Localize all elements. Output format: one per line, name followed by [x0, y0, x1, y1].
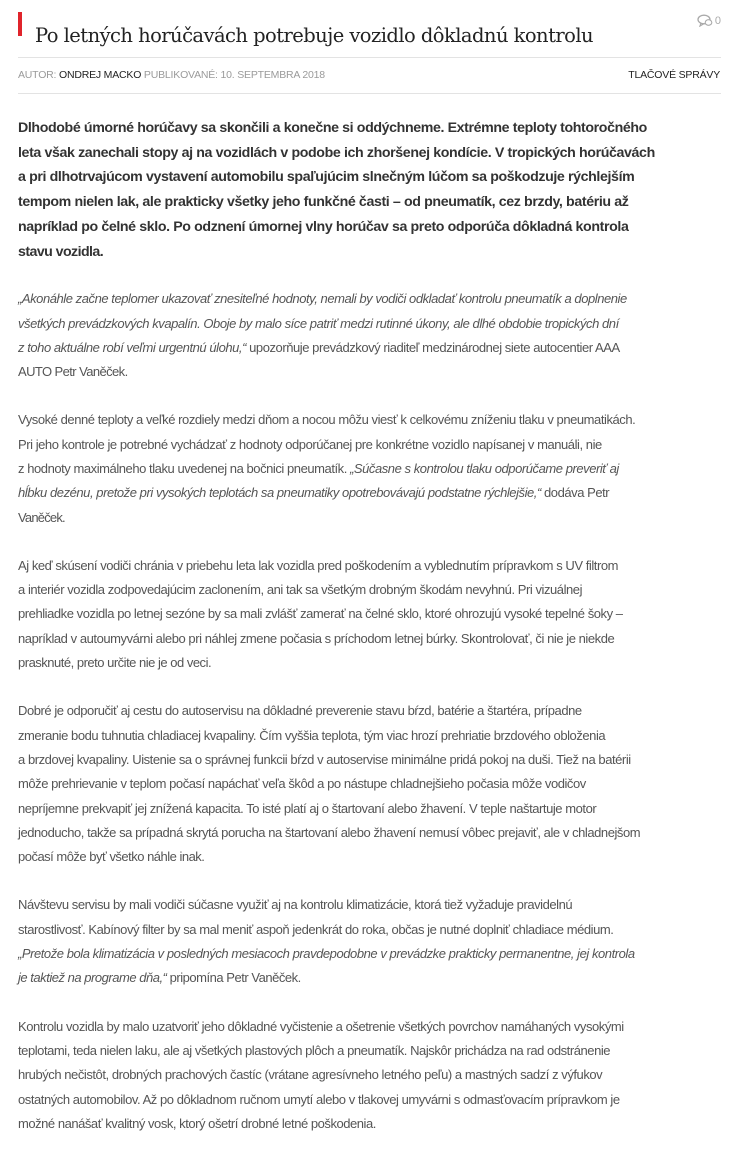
- published-label: PUBLIKOVANÉ:: [143, 69, 218, 81]
- paragraph-line: [18, 481, 721, 505]
- body-text: dodáva Petr: [540, 485, 610, 501]
- author-name-link[interactable]: ONDREJ MACKO: [59, 69, 142, 81]
- paragraph-line: napríklad v autoumyvárni alebo pri náhlej zmene počasia s príchodom letnej búrky. Skontrolovať, či nie je niekde: [18, 630, 615, 646]
- paragraph-line: [18, 942, 721, 966]
- lead-paragraph: [18, 116, 721, 264]
- paragraph-quote-1: [18, 287, 721, 384]
- paragraph-line: a brzdovej kvapaliny. Uistenie sa o správnej funkcii bŕzd v autoservise minimálne pridá pokoj na duši. Tiež na batérii: [18, 751, 631, 767]
- paragraph-line: Vysoké denné teploty a veľké rozdiely medzi dňom a nocou môžu viesť k celkovému zníženiu tlaku v pneumatikách.: [18, 412, 636, 428]
- quote-text: „Súčasne s kontrolou tlaku odporúčame preveriť aj: [350, 461, 619, 476]
- comment-count: 0: [714, 14, 721, 27]
- paragraph-line: počasí môže byť všetko náhle inak.: [18, 849, 205, 865]
- article-meta: [18, 57, 721, 94]
- paragraph-cleaning: [18, 1015, 721, 1136]
- paragraph-line: teplotami, teda nielen laku, ale aj všetkých plastových plôch a pneumatík. Najskôr prichádza na rad odstránenie: [18, 1042, 611, 1058]
- paragraph-line: Dobré je odporučiť aj cestu do autoservisu na dôkladné preverenie stavu bŕzd, batérie a štartéra, prípadne: [18, 703, 582, 719]
- quote-text: „Pretože bola klimatizácia v posledných mesiacoch pravdepodobne v prevádzke prakticky permanentne, jej kontrola: [18, 946, 635, 962]
- paragraph-line: Vaněček.: [18, 509, 65, 525]
- paragraph-line: [18, 312, 721, 336]
- paragraph-line: [18, 966, 721, 990]
- quote-text: „Akonáhle začne teplomer ukazovať znesiteľné hodnoty, nemali by vodiči odkladať kontrolu pneumatík a doplnenie: [18, 291, 627, 307]
- published-date: 10. SEPTEMBRA 2018: [220, 69, 325, 81]
- article-header: [18, 8, 721, 48]
- lead-line: stavu vozidla.: [18, 243, 104, 260]
- paragraph-line: AUTO Petr Vaněček.: [18, 364, 128, 380]
- paragraph-windshield: [18, 554, 721, 675]
- paragraph-line: a interiér vozidla zodpovedajúcim zaclonením, ani tak sa všetkým drobným škodám nevyhnú. Pri vizuálnej: [18, 582, 583, 598]
- paragraph-line: nepríjemne prekvapiť jej znížená kapacita. To isté platí aj o štartovaní alebo žhavení. V teple naštartuje motor: [18, 800, 597, 816]
- paragraph-tire-pressure: [18, 408, 721, 529]
- paragraph-line: starostlivosť. Kabínový filter by sa mal meniť aspoň jedenkrát do roka, občas je nutné doplniť chladiace médium.: [18, 921, 614, 937]
- comment-bubble-icon: [697, 14, 713, 27]
- comments-link[interactable]: [697, 14, 721, 27]
- paragraph-line: možné nanášať kvalitný vosk, ktorý ošetrí drobné letné poškodenia.: [18, 1115, 376, 1131]
- body-text: z hodnoty maximálneho tlaku uvedenej na bočnici pneumatík.: [18, 461, 351, 476]
- lead-line: leta však zanechali stopy aj na vozidlách v podobe ich zhoršenej kondície. V tropických horúčavách: [18, 144, 655, 161]
- paragraph-line: zmeranie bodu tuhnutia chladiacej kvapaliny. Čím vyššia teplota, tým viac hrozí prehriatie brzdového obloženia: [18, 727, 606, 743]
- paragraph-line: jednoducho, takže sa prípadná skrytá porucha na štartovaní alebo žhavení nemusí vôbec prejaviť, ale v chladnejšom: [18, 824, 641, 840]
- title-accent-bar: [18, 12, 22, 36]
- paragraph-line: môže prehrievanie v teplom počasí napáchať veľa škôd a po nástupe chladnejšieho počasia môže vodičov: [18, 776, 586, 792]
- paragraph-line: prehliadke vozidla po letnej sezóne by sa mali zvlášť zamerať na čelné sklo, ktoré ohrozujú vysoké tepelné šoky –: [18, 606, 623, 622]
- paragraph-line: prasknuté, preto určite nie je od veci.: [18, 655, 212, 671]
- category-link[interactable]: TLAČOVÉ SPRÁVY: [628, 69, 720, 81]
- body-text: pripomína Petr Vaněček.: [166, 970, 301, 986]
- paragraph-air-conditioning: [18, 893, 721, 990]
- paragraph-line: [18, 336, 721, 360]
- paragraph-line: hrubých nečistôt, drobných prachových častíc (vrátane agresívneho letného peľu) a mastných sadzí z výfukov: [18, 1067, 603, 1083]
- paragraph-line: Návštevu servisu by mali vodiči súčasne využiť aj na kontrolu klimatizácie, ktorá tiež vyžaduje pravidelnú: [18, 897, 573, 913]
- author-and-date: [18, 69, 325, 81]
- quote-text: je taktiež na programe dňa,“: [18, 970, 167, 986]
- paragraph-line: ostatných automobilov. Až po dôkladnom ručnom umytí alebo v tlakovej umyvárni s odmasťovacím prípravkom je: [18, 1091, 620, 1107]
- quote-text: všetkých prevádzkových kvapalín. Oboje by malo síce patriť medzi rutinné úkony, ale dlhé obdobie tropických dní: [18, 315, 619, 331]
- paragraph-brakes-battery: [18, 699, 721, 869]
- author-label: AUTOR:: [18, 69, 57, 81]
- quote-text: hĺbku dezénu, pretože pri vysokých teplotách sa pneumatiky opotrebovávajú podstatne rýchlejšie,“: [18, 485, 541, 501]
- article-title: Po letných horúčavách potrebuje vozidlo dôkladnú kontrolu: [35, 24, 594, 48]
- paragraph-line: Aj keď skúsení vodiči chránia v priebehu leta lak vozidla pred poškodením a vyblednutím prípravkom s UV filtrom: [18, 557, 619, 573]
- lead-line: Dlhodobé úmorné horúčavy sa skončili a konečne si oddýchneme. Extrémne teploty tohtoročného: [18, 120, 647, 136]
- paragraph-line: [18, 457, 721, 481]
- paragraph-line: [18, 287, 721, 311]
- paragraph-line: Pri jeho kontrole je potrebné vychádzať z hodnoty odporúčanej pre konkrétne vozidlo napísanej v manuáli, nie: [18, 436, 602, 452]
- lead-line: napríklad po čelné sklo. Po odznení úmornej vlny horúčav sa preto odporúča dôkladná kontrola: [18, 218, 629, 235]
- paragraph-line: Kontrolu vozidla by malo uzatvoriť jeho dôkladné vyčistenie a ošetrenie všetkých povrchov namáhaných vysokými: [18, 1018, 624, 1034]
- lead-line: a pri dlhotrvajúcom vystavení automobilu spaľujúcim slnečným lúčom sa poškodzuje rýchlejším: [18, 169, 635, 186]
- article-body: [18, 116, 721, 1160]
- body-text: upozorňuje prevádzkový riaditeľ medzinárodnej siete autocentier AAA: [245, 339, 620, 355]
- lead-line: tempom nielen lak, ale prakticky všetky jeho funkčné časti – od pneumatík, cez brzdy, batériu až: [18, 194, 629, 211]
- quote-text: z toho aktuálne robí veľmi urgentnú úlohu,“: [18, 339, 246, 355]
